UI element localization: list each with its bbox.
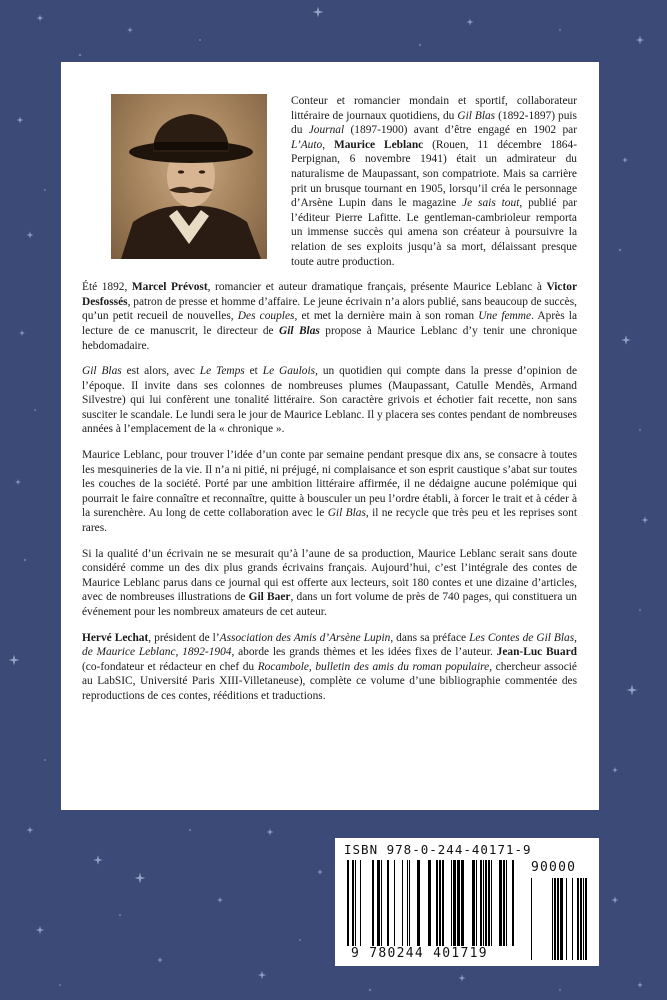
text-run: et xyxy=(244,365,263,378)
barcode-bar xyxy=(476,860,477,946)
barcode-bar xyxy=(394,860,395,946)
paragraph-contributors xyxy=(82,631,577,704)
barcode-bar xyxy=(577,878,579,960)
text-run: , président de l’ xyxy=(148,631,220,644)
italic-text: Association des Amis d’Arsène Lupin xyxy=(219,631,391,644)
barcode-bar xyxy=(442,860,444,946)
text-run: . Après la lecture de ce manuscrit, le directeur de xyxy=(82,310,577,337)
barcode-bar xyxy=(503,860,505,946)
paragraph-weekly-tale xyxy=(82,448,577,536)
text-run: , publié par l’éditeur Pierre Lafitte. Le gentleman-cambrioleur remporta un immense succès qui amena son créateur à poursuivre la relation de ses exploits jusqu’à sa mort, délaissant presque toute autre production. xyxy=(291,197,577,268)
barcode-bar xyxy=(453,860,456,946)
italic-text: Gil Blas xyxy=(457,109,496,122)
barcode-bar xyxy=(583,878,584,960)
text-run: , il ne recycle que très peu et les reprises sont rares. xyxy=(82,507,578,535)
barcode-bar xyxy=(461,860,464,946)
italic-text: Le Gaulois xyxy=(262,365,316,378)
italic-text: Je sais tout xyxy=(462,197,520,210)
barcode-bar xyxy=(428,860,431,946)
text-run: , chercheur associé au LabSIC, Université Paris XIII-Villetaneuse), complète ce volume d’une bibliographie commentée des reproductions de ces contes, rééditions et traductions. xyxy=(82,660,577,702)
italic-text: Journal xyxy=(308,124,345,137)
barcode-bar xyxy=(407,860,408,946)
text-run: , xyxy=(322,138,334,151)
bold-text: Maurice Leblanc xyxy=(333,138,424,151)
barcode-bar xyxy=(472,860,475,946)
text-run: (co-fondateur et rédacteur en chef du xyxy=(82,660,258,673)
paragraph-complete-edition xyxy=(82,547,577,620)
bold-text: Hervé Lechat xyxy=(82,631,149,644)
barcode-bar xyxy=(451,860,452,946)
text-run: , romancier et auteur dramatique français, présente Maurice Leblanc à xyxy=(207,281,547,294)
barcode-bar xyxy=(381,860,382,946)
barcode-bar xyxy=(480,860,482,946)
text-run: est alors, avec xyxy=(121,365,200,378)
text-panel xyxy=(61,62,599,810)
barcode-bar xyxy=(483,860,484,946)
barcode-bar xyxy=(488,860,490,946)
barcode-bar xyxy=(347,860,349,946)
text-run: Été 1892, xyxy=(82,281,132,294)
paragraph-summer-1892 xyxy=(82,280,577,353)
bold-text: Gil Blas xyxy=(278,324,320,337)
barcode-bar xyxy=(372,860,374,946)
italic-text: Rocambole, bulletin des amis du roman populaire xyxy=(257,660,490,673)
barcode-bar xyxy=(552,878,553,960)
paragraph-gil-blas xyxy=(82,364,577,437)
barcode-bar xyxy=(417,860,420,946)
italic-text: Le Temps xyxy=(199,365,245,378)
barcode-bar xyxy=(402,860,403,946)
addon-digits: 90000 xyxy=(531,860,577,875)
barcode-bar xyxy=(557,878,559,960)
barcode-bar xyxy=(512,860,514,946)
barcode-bar xyxy=(566,878,567,960)
text-run: Si la qualité d’un écrivain ne se mesurait qu’à l’aune de sa production, Maurice Leblanc serait sans doute considéré comme un des dix plus grands écrivains français. Aujourd’hui, c’est l’intégrale des contes de Maurice Leblanc parus dans ce journal qui est offerte aux lecteurs, soit 180 contes et une dizaine d’articles, avec de nombreuses illustrations de xyxy=(82,547,577,604)
text-run: propose à Maurice Leblanc d’y tenir une chronique hebdomadaire. xyxy=(82,324,577,352)
barcode-bar xyxy=(377,860,380,946)
italic-text: Les Contes de Gil Blas, de Maurice Leblanc, 1892-1904 xyxy=(82,631,578,659)
barcode-bar xyxy=(506,860,507,946)
bold-text: Victor Desfossés xyxy=(82,281,578,308)
text-run: , dans un fort volume de près de 740 pages, qui constituera un événement pour les nombreux amateurs de cet auteur. xyxy=(82,591,577,618)
isbn-barcode xyxy=(335,838,599,966)
text-run: , patron de presse et homme d’affaire. Le jeune écrivain n’a alors publié, sans beaucoup de succès, qu’un petit recueil de nouvelles, xyxy=(82,295,577,323)
barcode-bar xyxy=(572,878,573,960)
barcode-bar xyxy=(485,860,487,946)
text-run: , dans sa préface xyxy=(390,631,470,644)
barcode-bar xyxy=(436,860,438,946)
italic-text: Gil Blas xyxy=(327,507,366,520)
barcode-bar xyxy=(580,878,582,960)
barcode-bar xyxy=(360,860,361,946)
bold-text: Gil Baer xyxy=(248,591,291,604)
text-run: , aborde les grands thèmes et les idées fixes de l’auteur. xyxy=(231,646,497,659)
text-run: (1892-1897) puis du xyxy=(291,109,577,137)
italic-text: L’Auto xyxy=(291,138,323,151)
barcode-bar xyxy=(531,878,532,960)
barcode-bar xyxy=(491,860,492,946)
barcode-bar xyxy=(585,878,587,960)
ean-digits: 9 780244 401719 xyxy=(351,946,488,961)
portrait-illustration xyxy=(111,94,267,259)
bold-text: Marcel Prévost xyxy=(131,281,208,294)
barcode-bar xyxy=(457,860,460,946)
text-run: , un quotidien qui compte dans la presse d’opinion de l’époque. Il invite dans ses colonnes de nombreuses plumes (Maupassant, Catulle Mendès, Armand Silvestre) qui lui confèrent une tonalité littéraire. Son caractère grivois et échotier fait recette, non sans susciter le scandale. Le lundi sera le jour de Maurice Leblanc. Il y placera ses contes pendant de nombreuses années à l’emplacement de la « chronique ». xyxy=(82,365,578,436)
barcode-bar xyxy=(439,860,441,946)
barcode-bar xyxy=(560,878,563,960)
barcode-bar xyxy=(554,878,556,960)
text-run: Maurice Leblanc, pour trouver l’idée d’un conte par semaine pendant presque dix ans, se consacre à toutes les mesquineries de la vie. Il n’a ni pitié, ni préjugé, ni complaisance et son esprit caustique s’abat sur toutes les couches de la société. Porté par une ambition littéraire affirmée, il ne dédaigne aucune polémique qui pourrait le faire connaître et reconnaître, quitte à bousculer un peu l’ordre établi, à forcer le trait et à céder à la surenchère. Au long de cette collaboration avec le xyxy=(82,449,577,520)
bold-text: Jean-Luc Buard xyxy=(496,646,577,659)
text-run: , et met la dernière main à son roman xyxy=(294,310,479,323)
text-run: Conteur et romancier mondain et sportif, collaborateur littéraire de journaux quotidiens, du xyxy=(291,95,577,122)
italic-text: Gil Blas xyxy=(82,365,122,378)
barcode-bar xyxy=(352,860,354,946)
barcode-bar xyxy=(499,860,502,946)
italic-text: Une femme xyxy=(478,310,532,323)
barcode-bar xyxy=(387,860,389,946)
author-portrait xyxy=(111,94,267,259)
isbn-label: ISBN 978-0-244-40171-9 xyxy=(344,842,532,857)
text-run: (Rouen, 11 décembre 1864-Perpignan, 6 novembre 1941) était un admirateur du naturalisme de Maupassant, son compatriote. Mais sa carrière prit un brusque tournant en 1905, lorsqu’il créa le personnage d’Arsène Lupin dans le magazine xyxy=(291,138,577,210)
barcode-bar xyxy=(355,860,356,946)
text-run: (1897-1900) avant d’être engagé en 1902 par xyxy=(344,124,577,137)
italic-text: Des couples xyxy=(237,310,295,323)
barcode-bar xyxy=(409,860,410,946)
